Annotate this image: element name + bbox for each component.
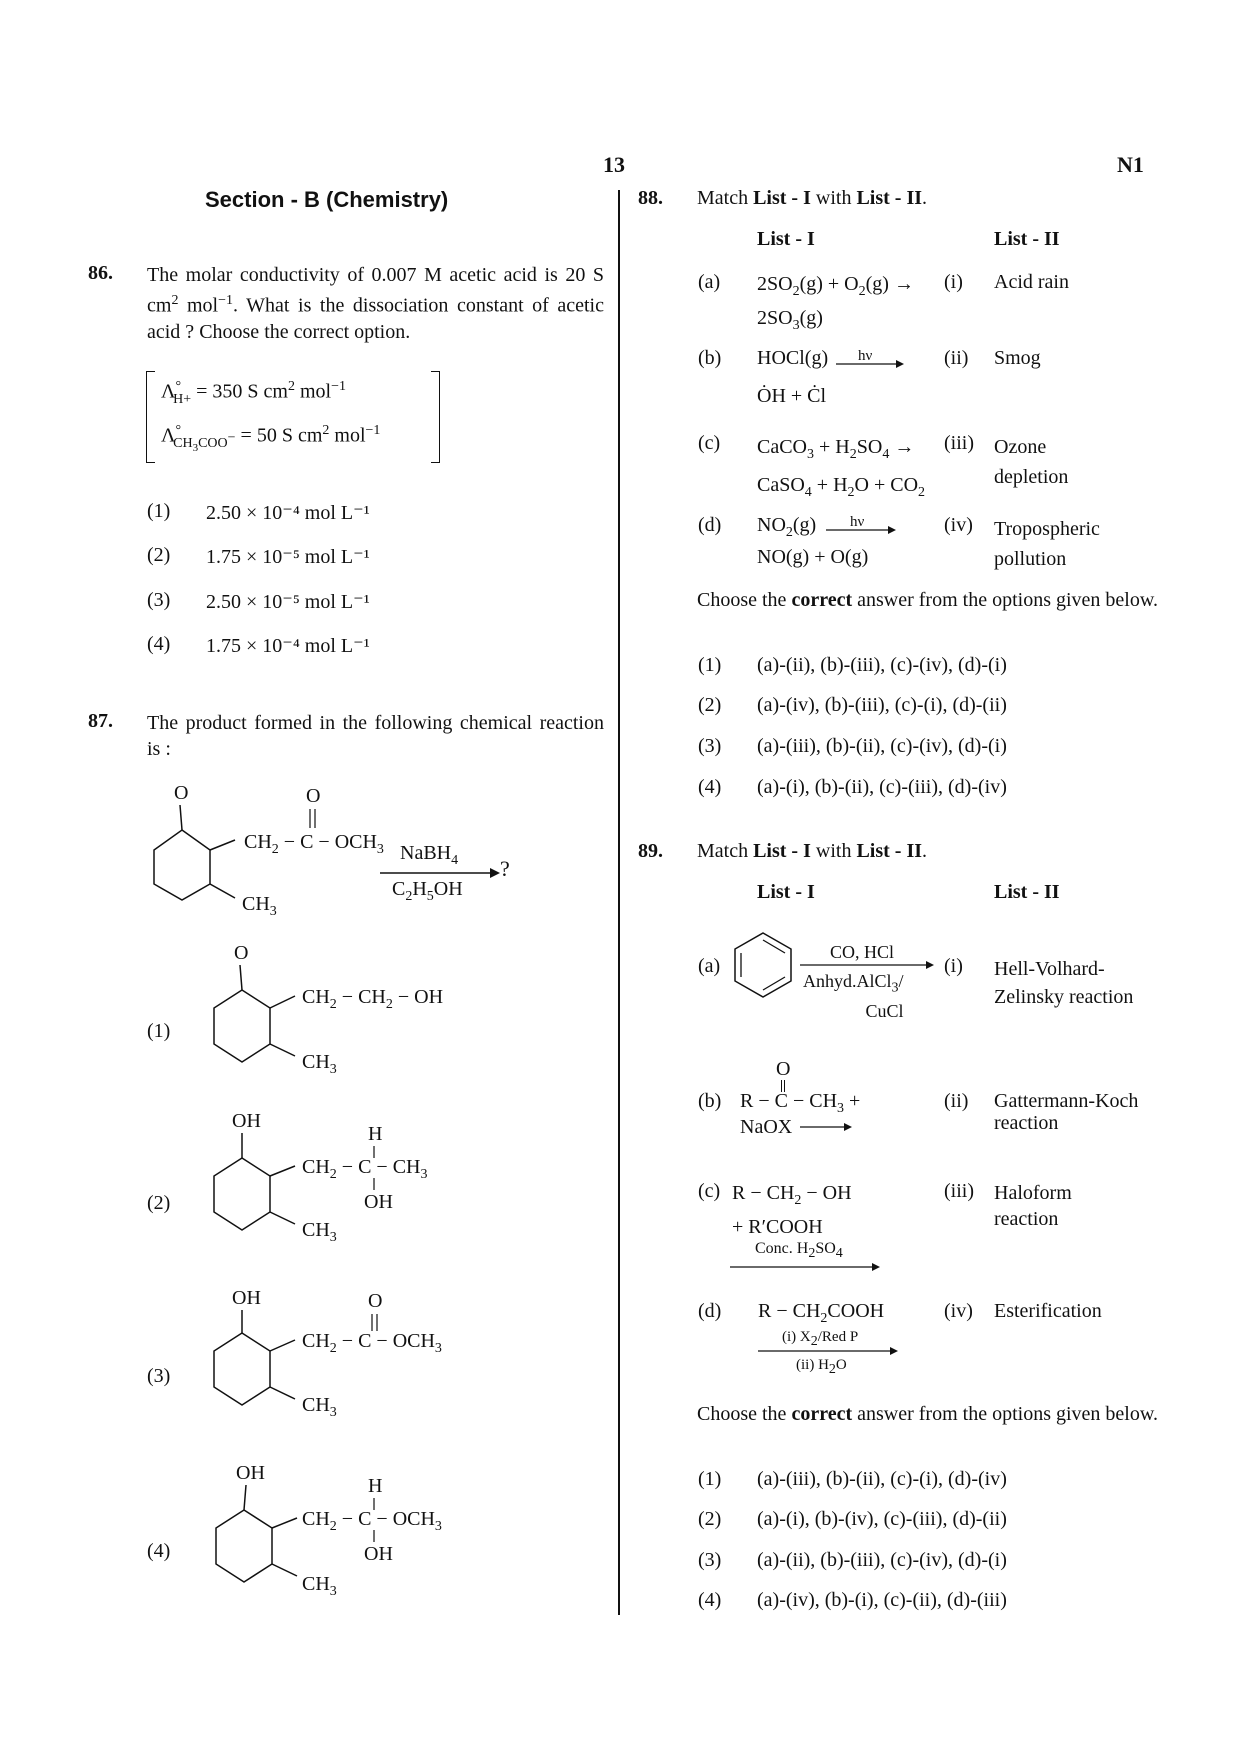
svg-text:CH3: $CH_3$ — [242, 893, 277, 919]
q86-option-4[interactable]: (4) 1.75 × 10⁻⁴ mol L⁻¹ — [147, 633, 370, 657]
q86-option-1[interactable]: (1) 2.50 × 10⁻⁴ mol L⁻¹ — [147, 500, 370, 524]
q86-option-3[interactable]: (3) 2.50 × 10⁻⁵ mol L⁻¹ — [147, 589, 370, 613]
q89-list2-header: List - II — [994, 881, 1060, 903]
svg-text:CH3: $CH_3$ — [302, 1051, 337, 1077]
q88-row-b-arrow — [836, 346, 906, 370]
q89-number: 89. — [638, 840, 663, 862]
svg-text:H: H — [368, 1123, 383, 1145]
q87-option-1-structure[interactable] — [200, 940, 480, 1080]
q88-option-2[interactable]: (2) (a)-(iv), (b)-(iii), (c)-(i), (d)-(ii) — [698, 694, 1007, 716]
column-divider — [618, 190, 620, 1615]
q87-text: The product formed in the following chemical reaction is : — [147, 712, 604, 760]
q88-list1-header: List - I — [757, 228, 815, 250]
svg-text:CH2 − C − OCH3: $CH_2 - C - OCH_3$ — [302, 1508, 442, 1534]
svg-text:O: O — [234, 942, 249, 964]
page-number: 13 — [603, 152, 625, 177]
paper-code: N1 — [1117, 152, 1144, 177]
q86-given-bracket — [146, 371, 440, 463]
q89-row-b-reagent: NaOX — [740, 1116, 793, 1138]
q88-row-d-products: NO(g) + O(g) — [757, 546, 869, 568]
q88-option-1[interactable]: (1) (a)-(ii), (b)-(iii), (c)-(iv), (d)-(i) — [698, 654, 1007, 676]
q87-number: 87. — [88, 710, 113, 732]
q88-row-a-reaction: $2SO_2(g) + O_2(g)$ → $2SO_3(g)$ — [757, 273, 914, 333]
q88-row-a-match: Acid rain — [994, 271, 1069, 293]
q88-row-d-arrow — [826, 512, 898, 536]
q89-row-d-match: Esterification — [994, 1300, 1102, 1322]
q88-row-b-num: (ii) — [944, 347, 969, 369]
q88-row-a-label: (a) — [698, 271, 721, 293]
q88-list2-header: List - II — [994, 228, 1060, 250]
q88-choose-text: Choose the correct answer from the options given below. — [697, 589, 1158, 611]
q89-row-d-reactant: $R - CH_2COOH$ — [758, 1300, 885, 1326]
q89-option-1[interactable]: (1) (a)-(iii), (b)-(ii), (c)-(i), (d)-(iv) — [698, 1468, 1007, 1490]
q89-row-b-oxygen: O — [776, 1058, 791, 1080]
q88-row-a-num: (i) — [944, 271, 963, 293]
q89-row-d-reagent-bottom: (ii) $H_2O$ — [796, 1357, 847, 1377]
q88-row-c-reaction: CaCO$_3$ + $H_2SO_4$ → CaSO$_4$ + $H_2O + CO_2$ — [757, 436, 926, 500]
q88-row-b-label: (b) — [698, 347, 722, 369]
q88-row-d-label: (d) — [698, 514, 722, 536]
q89-row-d-num: (iv) — [944, 1300, 973, 1322]
q89-row-b-arrow — [800, 1120, 854, 1134]
q87-reactant-structure — [140, 780, 520, 930]
q88-row-d-match: Tropospheric pollution — [994, 518, 1100, 570]
q89-row-b-num: (ii) — [944, 1090, 969, 1112]
q89-row-a-num: (i) — [944, 955, 963, 977]
q89-choose-text: Choose the correct answer from the options given below. — [697, 1403, 1158, 1425]
q88-row-d-num: (iv) — [944, 514, 973, 536]
q89-row-a-reagent-top: CO, HCl — [830, 942, 895, 962]
svg-text:OH: OH — [232, 1287, 261, 1309]
q89-row-a-reagent-bottom: Anhyd.AlCl$_3$/ CuCl — [803, 971, 904, 1021]
svg-text:OH: OH — [364, 1191, 393, 1213]
q88-prompt: Match List - I with List - II. — [697, 187, 928, 209]
q89-prompt: Match List - I with List - II. — [697, 840, 928, 862]
q88-number: 88. — [638, 187, 663, 209]
svg-text:hν: hν — [858, 348, 873, 364]
q88-row-c-label: (c) — [698, 432, 721, 454]
svg-text:CH3: $CH_3$ — [302, 1573, 337, 1599]
q86-given-1: $\Lambda^\circ_{H+} = 350$ S $cm^2$ mol$^{-1}$ — [161, 379, 347, 407]
svg-text:hν: hν — [850, 514, 865, 530]
benzene-ring-icon — [728, 930, 798, 1000]
svg-text:OH: OH — [232, 1110, 261, 1132]
q89-list1-header: List - I — [757, 881, 815, 903]
svg-text:O: O — [306, 785, 321, 807]
section-title: Section - B (Chemistry) — [205, 187, 449, 212]
q89-option-2[interactable]: (2) (a)-(i), (b)-(iv), (c)-(iii), (d)-(ii) — [698, 1508, 1007, 1530]
q88-row-c-match: Ozone depletion — [994, 436, 1069, 488]
q89-row-c-num: (iii) — [944, 1180, 974, 1202]
q89-row-a-label: (a) — [698, 955, 721, 977]
q87-option-4-structure[interactable] — [200, 1460, 500, 1610]
q89-row-d-arrow — [758, 1344, 900, 1358]
q86-number: 86. — [88, 262, 113, 284]
svg-text:OH: OH — [364, 1543, 393, 1565]
q86-given-2: $\Lambda^\circ_{CH_3COO^-} = 50$ S $cm^2$ mol$^{-1}$ — [161, 423, 381, 454]
q89-row-d-label: (d) — [698, 1300, 722, 1322]
q89-row-c-reactants: $R - CH_2$ − OH + R′COOH — [732, 1182, 852, 1238]
q87-option-3-label[interactable]: (3) — [147, 1365, 171, 1387]
q89-row-c-reagent: Conc. $H_2SO_4$ — [755, 1240, 843, 1262]
q89-row-c-arrow — [730, 1260, 882, 1274]
svg-text:CH2 − C − CH3: $CH_2 - C - CH_3$ — [302, 1156, 428, 1182]
q87-question-mark: ? — [500, 856, 510, 881]
svg-text:CH3: $CH_3$ — [302, 1394, 337, 1420]
q89-row-c-match: Haloform reaction — [994, 1182, 1072, 1230]
svg-text:CH2 − C − OCH3: $CH_2 - C - OCH_3$ — [244, 831, 384, 857]
q89-option-4[interactable]: (4) (a)-(iv), (b)-(i), (c)-(ii), (d)-(iii) — [698, 1589, 1007, 1611]
q89-row-c-label: (c) — [698, 1180, 721, 1202]
q86-text: The molar conductivity of 0.007 M acetic acid is 20 S $cm^2$ mol$^{-1}$. What is the dissociation constant of acetic acid ? Choose the correct option. — [147, 264, 604, 343]
q88-option-4[interactable]: (4) (a)-(i), (b)-(ii), (c)-(iii), (d)-(iv) — [698, 776, 1007, 798]
svg-text:CH2 − C − OCH3: $CH_2 - C - OCH_3$ — [302, 1330, 442, 1356]
q88-row-d-reaction: $NO_2(g)$ — [757, 514, 817, 540]
q87-option-1-label[interactable]: (1) — [147, 1020, 171, 1042]
q89-row-b-match: Gattermann-Koch reaction — [994, 1090, 1139, 1134]
q89-row-a-match: Hell-Volhard-Zelinsky reaction — [994, 958, 1134, 1008]
q86-option-2[interactable]: (2) 1.75 × 10⁻⁵ mol L⁻¹ — [147, 544, 370, 568]
q88-option-3[interactable]: (3) (a)-(iii), (b)-(ii), (c)-(iv), (d)-(i) — [698, 735, 1007, 757]
q87-reagent-top: NaBH$_4$ — [400, 842, 459, 868]
q87-option-2-structure[interactable] — [200, 1108, 480, 1258]
q89-row-d-reagent-top: (i) $X_2$/Red P — [782, 1329, 859, 1349]
q87-option-4-label[interactable]: (4) — [147, 1540, 171, 1562]
svg-text:CH3: $CH_3$ — [302, 1219, 337, 1245]
q89-row-b-reactant: $R - C - CH_3$ + — [740, 1090, 861, 1116]
svg-text:CH2 − CH2 − OH: $CH_2 - CH_2$ − OH — [302, 986, 444, 1012]
q87-reagent-bottom: $C_2H_5OH$ — [392, 878, 463, 904]
q88-row-b-reaction: HOCl(g) — [757, 347, 829, 369]
svg-text:OH: OH — [236, 1462, 265, 1484]
q87-option-2-label[interactable]: (2) — [147, 1192, 171, 1214]
svg-text:O: O — [174, 782, 189, 804]
q89-row-b-label: (b) — [698, 1090, 722, 1112]
svg-text:O: O — [368, 1290, 383, 1312]
q87-option-3-structure[interactable] — [200, 1285, 500, 1430]
q88-row-c-num: (iii) — [944, 432, 974, 454]
q89-option-3[interactable]: (3) (a)-(ii), (b)-(iii), (c)-(iv), (d)-(i) — [698, 1549, 1007, 1571]
q88-row-b-products: ȮH + Ċl — [757, 385, 827, 407]
svg-text:H: H — [368, 1475, 383, 1497]
q88-row-b-match: Smog — [994, 347, 1041, 369]
